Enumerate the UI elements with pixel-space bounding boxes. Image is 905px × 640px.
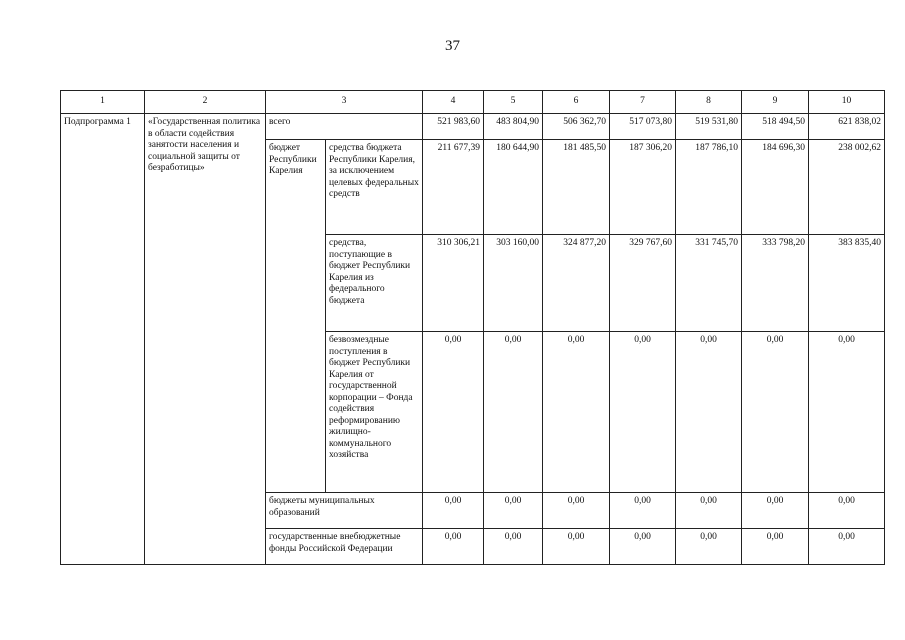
value-cell: 0,00 [676,529,742,565]
value-cell: 333 798,20 [742,235,809,332]
value-cell: 0,00 [543,332,610,493]
header-cell: 9 [742,91,809,114]
value-cell: 238 002,62 [809,140,885,235]
page-number: 37 [445,38,460,54]
value-cell: 0,00 [742,332,809,493]
header-row [61,91,885,114]
value-cell: 303 160,00 [484,235,543,332]
value-cell: 0,00 [610,529,676,565]
header-cell: 4 [423,91,484,114]
value-cell: 180 644,90 [484,140,543,235]
header-cell: 5 [484,91,543,114]
value-cell: 521 983,60 [423,114,484,140]
value-cell: 517 073,80 [610,114,676,140]
regional-budget-label: бюджет Республики Карелия [266,140,326,493]
header-cell: 8 [676,91,742,114]
value-cell: 383 835,40 [809,235,885,332]
table-row-total [61,114,885,140]
row-label-total: всего [266,114,423,140]
value-cell: 0,00 [809,529,885,565]
value-cell: 0,00 [742,529,809,565]
value-cell: 310 306,21 [423,235,484,332]
row-label-offbudget: государственные внебюджетные фонды Российской Федерации [266,529,423,565]
header-cell: 1 [61,91,145,114]
value-cell: 0,00 [484,493,543,529]
header-cell: 3 [266,91,423,114]
value-cell: 506 362,70 [543,114,610,140]
budget-table [60,90,885,565]
row-label-regional-own: средства бюджета Республики Карелия, за исключением целевых федеральных средств [326,140,423,235]
value-cell: 187 786,10 [676,140,742,235]
value-cell: 0,00 [423,332,484,493]
value-cell: 181 485,50 [543,140,610,235]
value-cell: 0,00 [742,493,809,529]
value-cell: 324 877,20 [543,235,610,332]
value-cell: 329 767,60 [610,235,676,332]
header-cell: 10 [809,91,885,114]
value-cell: 0,00 [423,529,484,565]
program-name: Подпрограмма 1 [61,114,145,565]
header-cell: 2 [145,91,266,114]
value-cell: 187 306,20 [610,140,676,235]
value-cell: 0,00 [543,529,610,565]
row-label-regional-fund: безвозмездные поступления в бюджет Республики Карелия от государственной корпорации – Фонда содействия реформированию жилищно-коммунального хозяйства [326,332,423,493]
value-cell: 0,00 [809,332,885,493]
value-cell: 0,00 [610,332,676,493]
value-cell: 0,00 [423,493,484,529]
value-cell: 519 531,80 [676,114,742,140]
value-cell: 0,00 [484,332,543,493]
value-cell: 184 696,30 [742,140,809,235]
value-cell: 331 745,70 [676,235,742,332]
header-cell: 6 [543,91,610,114]
value-cell: 483 804,90 [484,114,543,140]
value-cell: 0,00 [676,332,742,493]
row-label-regional-federal: средства, поступающие в бюджет Республики Карелия из федерального бюджета [326,235,423,332]
header-cell: 7 [610,91,676,114]
value-cell: 211 677,39 [423,140,484,235]
value-cell: 0,00 [610,493,676,529]
value-cell: 0,00 [543,493,610,529]
value-cell: 0,00 [484,529,543,565]
program-title: «Государственная политика в области содействия занятости населения и социальной защиты от безработицы» [145,114,266,565]
value-cell: 518 494,50 [742,114,809,140]
value-cell: 621 838,02 [809,114,885,140]
value-cell: 0,00 [676,493,742,529]
row-label-municipal: бюджеты муниципальных образований [266,493,423,529]
value-cell: 0,00 [809,493,885,529]
